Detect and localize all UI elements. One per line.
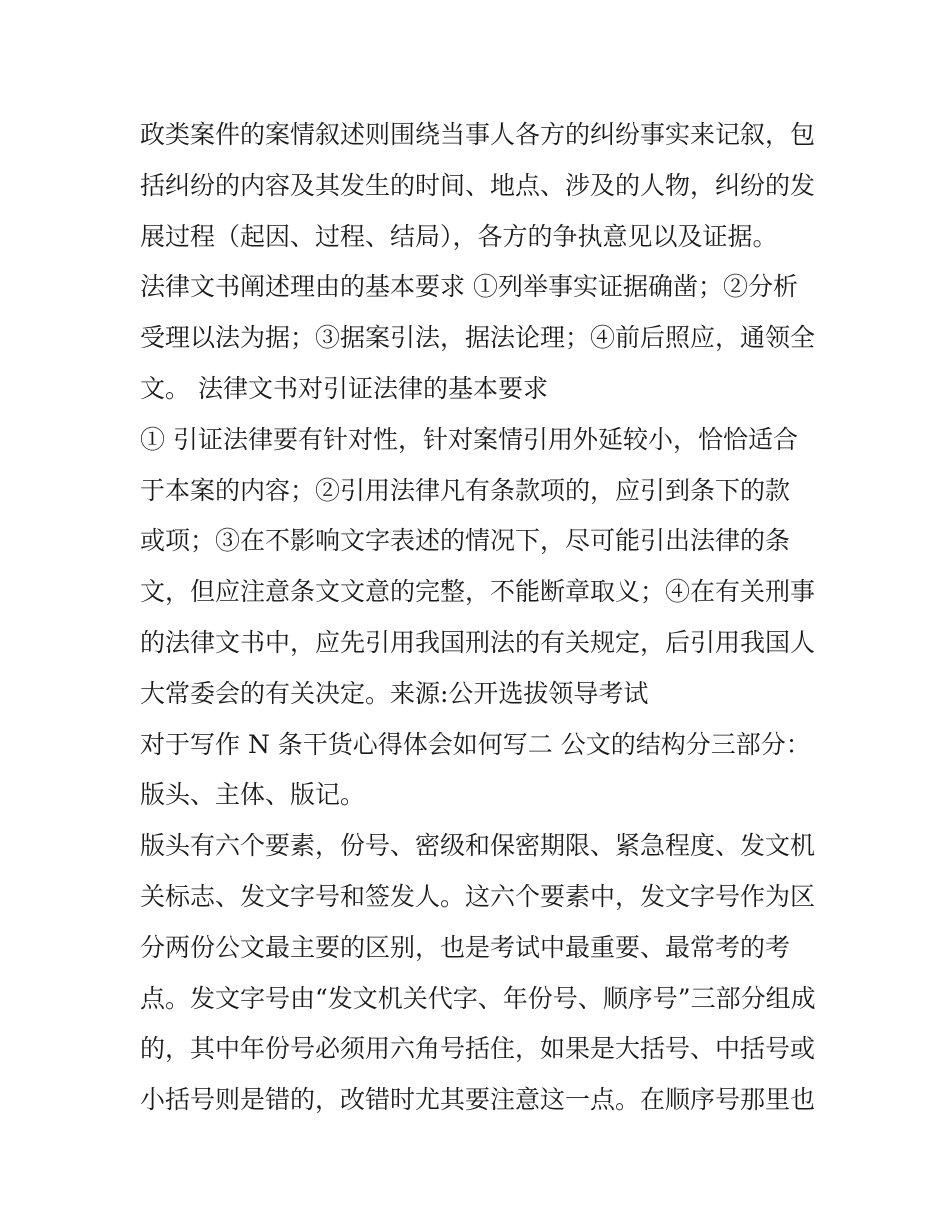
text-line: ① 引证法律要有针对性，针对案情引用外延较小，恰恰适合 [140,424,798,454]
text-line: 法律文书阐述理由的基本要求 ①列举事实证据确凿；②分析 [140,272,798,302]
text-line: 政类案件的案情叙述则围绕当事人各方的纠纷事实来记叙，包 [140,120,816,149]
text-line: 展过程（起因、过程、结局），各方的争执意见以及证据。 [140,221,778,251]
text-line: 分两份公文最主要的区别，也是考试中最重要、最常考的考 [140,932,791,962]
text-line: 大常委会的有关决定。来源:公开选拔领导考试 [140,678,649,708]
text-line: 的，其中年份号必须用六角号括住，如果是大括号、中括号或 [140,1034,816,1064]
text-line: 文，但应注意条文文意的完整，不能断章取义；④在有关刑事 [140,577,816,607]
text-line: 文。 法律文书对引证法律的基本要求 [140,373,548,403]
text-line: 关标志、发文字号和签发人。这六个要素中，发文字号作为区 [140,881,816,911]
text-line: 或项；③在不影响文字表述的情况下，尽可能引出法律的条 [140,526,791,556]
text-line: 点。发文字号由“发文机关代字、年份号、顺序号”三部分组成 [140,983,816,1013]
document-body [140,110,820,1126]
text-line: 对于写作 N 条干货心得体会如何写二 公文的结构分三部分： [140,729,811,759]
text-line: 受理以法为据；③据案引法，据法论理；④前后照应，通领全 [140,323,816,353]
text-line: 小括号则是错的，改错时尤其要注意这一点。在顺序号那里也 [140,1085,816,1115]
text-line: 的法律文书中，应先引用我国刑法的有关规定，后引用我国人 [140,627,816,657]
text-line: 于本案的内容；②引用法律凡有条款项的，应引到条下的款 [140,475,791,505]
text-line: 版头、主体、版记。 [140,780,366,810]
text-line: 版头有六个要素，份号、密级和保密期限、紧急程度、发文机 [140,831,816,861]
text-line: 括纠纷的内容及其发生的时间、地点、涉及的人物，纠纷的发 [140,170,816,200]
